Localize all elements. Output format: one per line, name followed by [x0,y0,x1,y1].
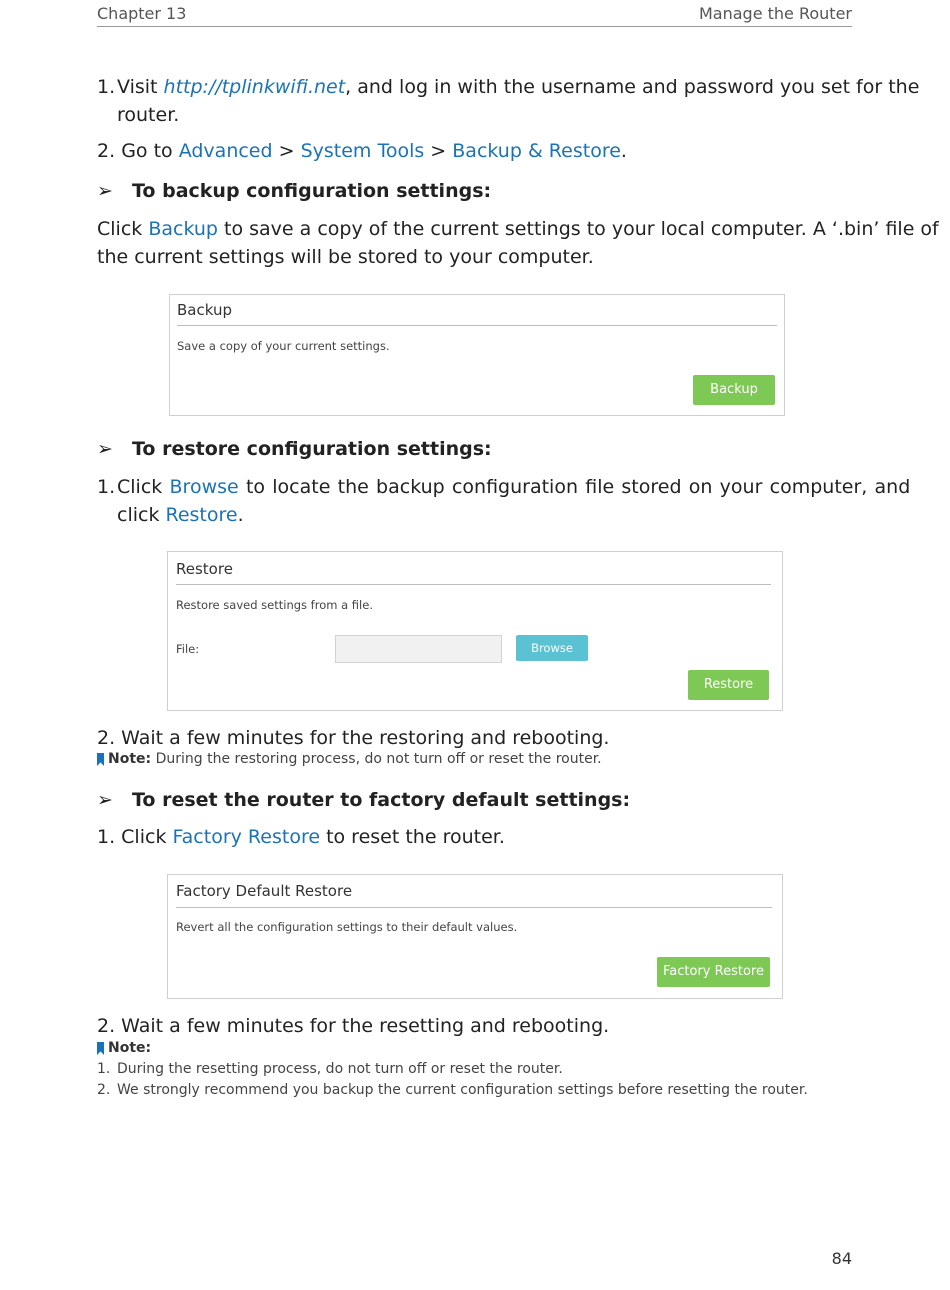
factory-note-label: Note: [108,1040,152,1056]
factory-step-1: 1. Click Factory Restore to reset the router. [97,826,505,848]
factory-restore-link[interactable]: Factory Restore [172,826,321,848]
restore-step-1: 1. Click Browse to locate the backup configuration file stored on your computer, and click Restore. [97,476,911,526]
restore-heading: ➢ To restore configuration settings: [97,438,492,460]
restore-button[interactable]: Restore [688,670,769,700]
restore-link[interactable]: Restore [165,504,238,526]
factory-restore-button[interactable]: Factory Restore [657,957,770,987]
restore-note: Note: During the restoring process, do not turn off or reset the router. [108,751,602,767]
panel-description: Revert all the configuration settings to their default values. [176,920,518,934]
step-go-to: 2. Go to Advanced > System Tools > Backup & Restore. [97,140,627,162]
panel-divider [177,325,777,326]
panel-divider [176,907,772,908]
list-item: 2. We strongly recommend you backup the current configuration settings before resetting the router. [97,1082,808,1098]
factory-panel [167,874,783,999]
browse-link[interactable]: Browse [169,476,239,498]
file-label: File: [176,642,200,656]
factory-heading: ➢ To reset the router to factory default settings: [97,789,631,811]
panel-divider [176,584,771,585]
list-item: 1. During the resetting process, do not turn off or reset the router. [97,1061,563,1077]
arrow-bullet-icon: ➢ [97,180,113,202]
panel-description: Restore saved settings from a file. [176,598,373,612]
section-title: Manage the Router [698,4,852,23]
system-tools-link[interactable]: System Tools [300,140,425,162]
panel-description: Save a copy of your current settings. [177,339,390,353]
header-divider [97,26,852,27]
panel-title: Factory Default Restore [176,882,353,900]
step-number: 1. [97,76,116,98]
page-number: 84 [831,1249,852,1268]
arrow-bullet-icon: ➢ [97,789,113,811]
panel-title: Backup [177,301,232,319]
tplinkwifi-link[interactable]: http://tplinkwifi.net [163,76,346,98]
step-visit: 1. Visit http://tplinkwifi.net, and log in with the username and password you set for the router. [97,73,857,133]
bookmark-icon [97,753,104,766]
arrow-bullet-icon: ➢ [97,438,113,460]
backup-panel [169,294,785,416]
backup-link[interactable]: Backup [148,218,218,240]
backup-heading: ➢ To backup configuration settings: [97,180,492,202]
backup-restore-link[interactable]: Backup & Restore [452,140,621,162]
restore-step-2: 2. Wait a few minutes for the restoring and rebooting. [97,727,610,749]
restore-panel [167,551,783,711]
bookmark-icon [97,1042,104,1055]
backup-description: Click Backup to save a copy of the current settings to your local computer. A ‘.bin’ file of [97,218,939,240]
panel-title: Restore [176,560,233,578]
browse-button[interactable]: Browse [516,635,588,661]
chapter-label: Chapter 13 [97,4,187,23]
advanced-link[interactable]: Advanced [178,140,273,162]
file-input[interactable] [335,635,502,663]
backup-button[interactable]: Backup [693,375,775,405]
factory-step-2: 2. Wait a few minutes for the resetting and rebooting. [97,1015,610,1037]
